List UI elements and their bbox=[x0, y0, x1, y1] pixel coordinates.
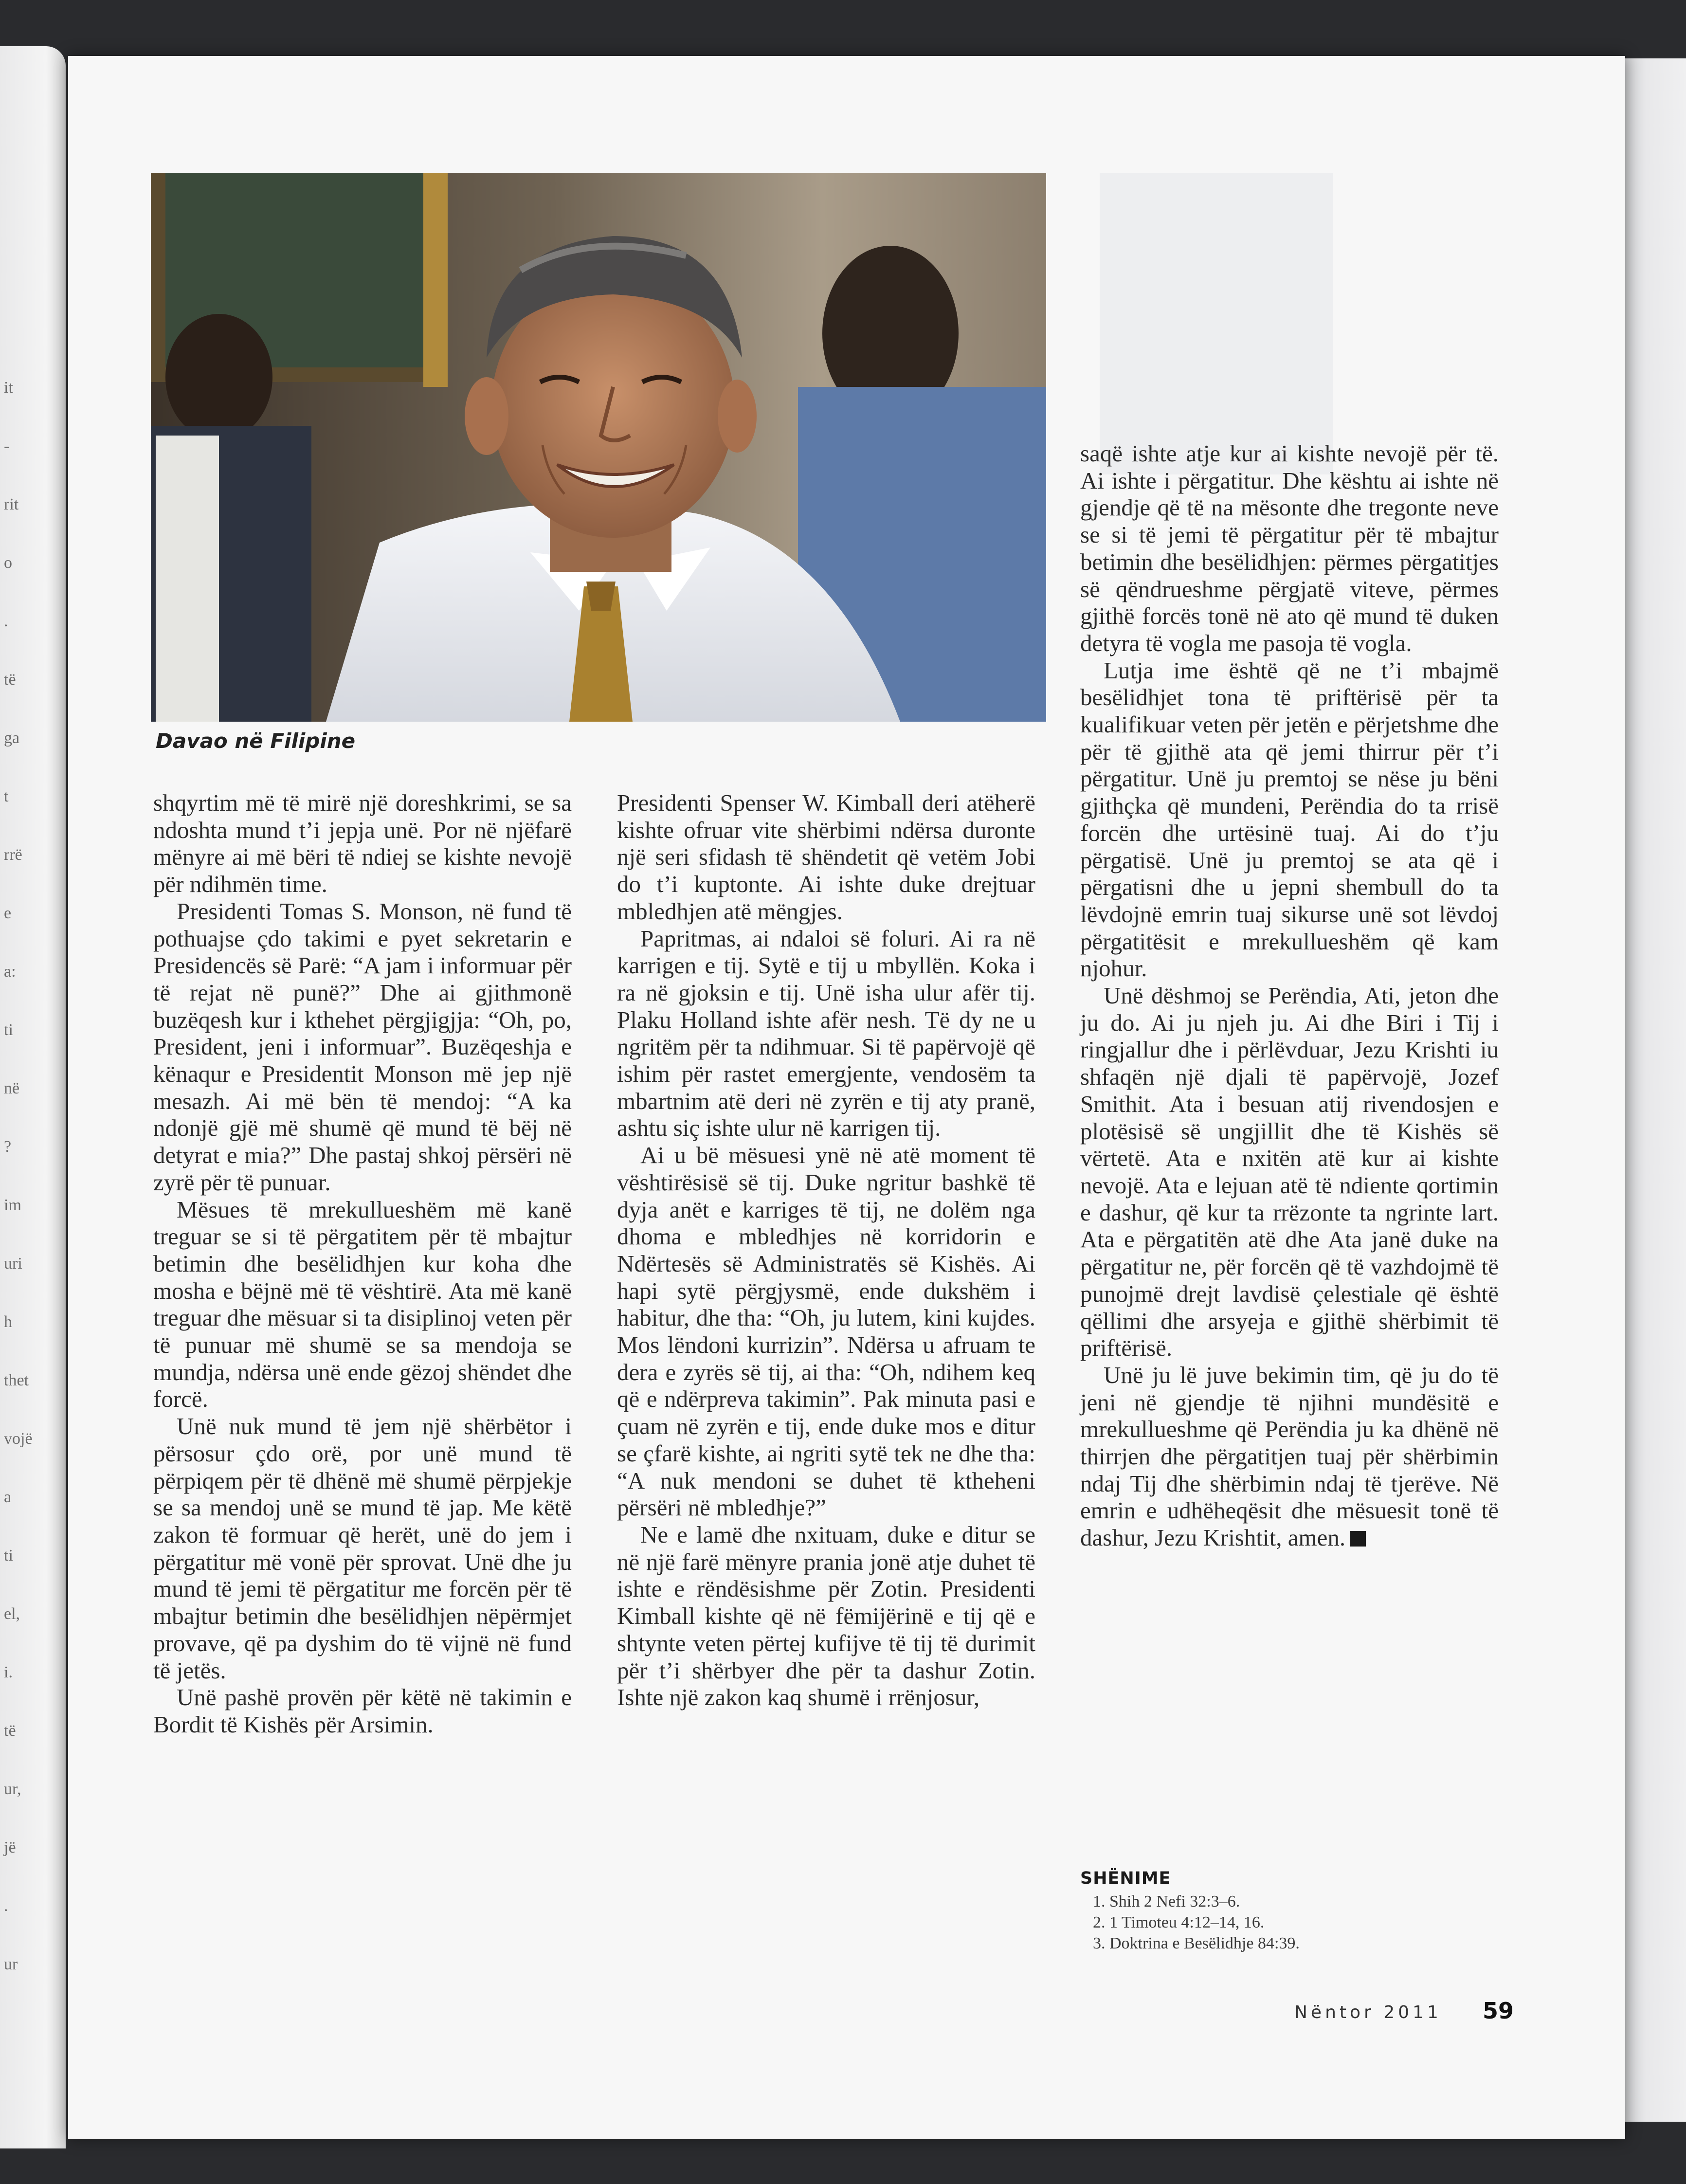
paragraph: Presidenti Tomas S. Monson, në fund të pothuajse çdo takimi e pyet sekretarin e Presidencës së Parë: “A jam i informuar për të rejat në punë?” Dhe ai gjithmonë buzëqesh kur i kthehet përgjigjja: “Oh, po, President, jeni i informuar”. Buzëqeshja e kënaqur e Presidentit Monson më jep një mesazh. Ai më bën të mendoj: “A ka ndonjë gjë më shumë që mund të bëj në detyrat e mia?” Dhe pastaj shkoj përsëri në zyrë për të punuar. bbox=[153, 897, 572, 1196]
paragraph: Unë dëshmoj se Perëndia, Ati, jeton dhe ju do. Ai ju njeh ju. Ai dhe Biri i Tij i ringjallur dhe i përlëvduar, Jezu Krishti iu shfaqën një djali të papërvojë, Jozef Smithit. Ata i besuan atij rivendosjen e plotësisë së ungjillit dhe të Kishës së vërtetë. Ata e nxitën atë kur ai kishte nevojë. Ata e lejuan atë të ndiente qortimin e dashur, që kur ta rrëzonte ta ngrinte lart. Ata e përgatitën atë dhe Ata janë duke na përgatitur ne, për forcën që të vazhdojmë të punojmë drejt lavdisë çelestiale që është qëllimi dhe arsyeja e gjithë shërbimit të priftërisë. bbox=[1080, 982, 1499, 1362]
left-page-fragment: ti bbox=[4, 1021, 13, 1039]
paragraph: Ai u bë mësuesi ynë në atë moment të vështirësisë së tij. Duke ngritur bashkë të dyja anët e karriges të tij, ne dolëm nga dhoma e mbledhjes në korridorin e Ndërtesës së Administratës së Kishës. Ai hapi sytë përgjysmë, ende dukshëm i habitur, dhe tha: “Oh, ju lutem, kini kujdes. Mos lëndoni kurrizin”. Ndërsa u afruam te dera e zyrës së tij, ai tha: “Oh, ndihem keq që e ndërpreva takimin”. Pak minuta pasi e çuam në zyrën e tij, ende duke mos e ditur se çfarë kishte, ai ngriti sytë tek ne dhe tha: “A nuk mendoni se duhet të ktheheni përsëri në mbledhje?” bbox=[617, 1142, 1035, 1521]
left-page-fragment: ga bbox=[4, 729, 20, 747]
left-page-fragment: a bbox=[4, 1488, 12, 1506]
left-page-fragment: h bbox=[4, 1313, 12, 1331]
portrait-illustration bbox=[151, 173, 1046, 722]
left-page-fragment: . bbox=[4, 1897, 8, 1915]
left-page-fragment: rrë bbox=[4, 846, 22, 864]
photo-caption: Davao në Filipine bbox=[156, 729, 356, 753]
left-page-fragment: . bbox=[4, 612, 8, 630]
left-page-fragment: - bbox=[4, 437, 10, 455]
paragraph: saqë ishte atje kur ai kishte nevojë për të. Ai ishte i përgatitur. Dhe kështu ai ishte në gjendje që të na mësonte dhe tregonte neve se si të jemi të përgatitur për të mbajtur betimin dhe besëlidhjen: përmes përgatitjes së qëndrueshme përgjatë viteve, përmes gjithë forcës tonë në ato që mund të duken detyra të vogla me pasoja të vogla. bbox=[1080, 440, 1499, 656]
left-page-fragment: të bbox=[4, 671, 16, 689]
paragraph: Unë nuk mund të jem një shërbëtor i përsosur çdo orë, por unë mund të përpiqem për të dhënë më shumë përpjekje se sa mendoj unë se mund të jap. Me këtë zakon të formuar që herët, unë do jem i përgatitur më vonë për sprovat. Unë dhe ju mund të jemi të përgatitur me forcën për të mbajtur betimin dhe besëlidhjen nëpërmjet provave, që pa dyshim do të vijnë në fund të jetës. bbox=[153, 1413, 572, 1684]
left-page-fragment: uri bbox=[4, 1255, 22, 1273]
notes-list bbox=[1080, 1891, 1499, 1954]
left-page-fragment: t bbox=[4, 787, 9, 805]
left-page-fragment: jë bbox=[4, 1838, 16, 1856]
paragraph: Mësues të mrekullueshëm më kanë treguar se si të përgatitem për të mbajtur betimin dhe besëlidhjen kur koha dhe mosha e bëjnë më të vështirë. Ata më kanë treguar dhe mësuar si ta disiplinoj veten për të punuar më shumë se sa mendoja se mundja, ndërsa unë ende gëzoj shëndet dhe forcë. bbox=[153, 1196, 572, 1413]
text-column-3 bbox=[1080, 440, 1499, 1551]
left-page-fragment: rit bbox=[4, 495, 19, 513]
left-page-fragment: im bbox=[4, 1196, 21, 1214]
paragraph: shqyrtim më të mirë një doreshkrimi, se sa ndoshta mund t’i jepja unë. Por në njëfarë mënyre ai më bëri të ndiej se kishte nevojë për ndihmën time. bbox=[153, 789, 572, 898]
text-column-1 bbox=[153, 789, 572, 1738]
paragraph: Presidenti Spenser W. Kimball deri atëherë kishte ofruar vite shërbimi ndërsa duronte një seri sfidash të shëndetit që vetëm Jobi do t’i kuptonte. Ai ishte duke drejtuar mbledhjen atë mëngjes. bbox=[617, 789, 1035, 925]
note-item: 2. 1 Timoteu 4:12–14, 16. bbox=[1093, 1913, 1265, 1931]
left-page-fragment: të bbox=[4, 1722, 16, 1740]
paragraph-closing bbox=[1080, 1362, 1499, 1551]
bleed-through-ghost bbox=[1100, 173, 1586, 474]
left-page-fragment: thet bbox=[4, 1371, 29, 1389]
magazine-page bbox=[68, 56, 1625, 2139]
end-mark-icon bbox=[1350, 1531, 1366, 1547]
footer-issue: Nëntor 2011 bbox=[1294, 2002, 1442, 2022]
text-column-2 bbox=[617, 789, 1035, 1711]
note-item: 3. Doktrina e Besëlidhje 84:39. bbox=[1093, 1934, 1300, 1952]
left-page-fragment: ti bbox=[4, 1547, 13, 1565]
left-page-fragment: ur bbox=[4, 1955, 18, 1973]
left-page-fragment: ? bbox=[4, 1138, 12, 1156]
left-page-fragment: el, bbox=[4, 1605, 20, 1623]
left-facing-page bbox=[0, 46, 66, 2148]
left-page-fragment: a: bbox=[4, 963, 16, 981]
paragraph: Unë pashë provën për këtë në takimin e Bordit të Kishës për Arsimin. bbox=[153, 1684, 572, 1738]
notes-section bbox=[1080, 1869, 1499, 1954]
left-page-fragment: e bbox=[4, 904, 12, 922]
portrait-photo bbox=[151, 173, 1046, 722]
left-page-fragment: në bbox=[4, 1079, 20, 1097]
notes-title: SHËNIME bbox=[1080, 1869, 1171, 1888]
right-facing-page-edge bbox=[1620, 58, 1686, 2122]
left-page-fragment: i. bbox=[4, 1663, 13, 1681]
left-page-fragment: ur, bbox=[4, 1780, 21, 1798]
closing-text: Unë ju lë juve bekimin tim, që ju do të jeni në gjendje të njihni mundësitë e mrekullueshme që Perëndia ju ka dhënë në thirrjen dhe përgatitjen tuaj për shërbimin ndaj Tij dhe shërbimin ndaj të tjerëve. Në emrin e udhëheqësit dhe mësuesit tonë të dashur, Jezu Krishtit, amen. bbox=[1080, 1361, 1499, 1551]
paragraph: Ne e lamë dhe nxituam, duke e ditur se në një farë mënyre prania jonë atje duhet të ishte e rëndësishme për Zotin. Presidenti Kimball kishte që në fëmijërinë e tij që e shtynte veten përtej kufijve të tij të durimit për t’i shërbyer dhe për ta dashur Zotin. Ishte një zakon kaq shumë i rrënjosur, bbox=[617, 1521, 1035, 1711]
page-number: 59 bbox=[1483, 1998, 1514, 2024]
paragraph: Papritmas, ai ndaloi së foluri. Ai ra në karrigen e tij. Sytë e tij u mbyllën. Koka i ra në gjoksin e tij. Unë isha ulur afër tij. Plaku Holland ishte afër nesh. Të dy ne u ngritëm për ta ndihmuar. Si të papërvojë që ishim për rastet emergjente, vendosëm ta mbartnim atë deri në zyrën e tij aty pranë, ashtu siç ishte ulur në karrigen tij. bbox=[617, 925, 1035, 1142]
left-page-fragment: o bbox=[4, 554, 12, 572]
paragraph: Lutja ime është që ne t’i mbajmë besëlidhjet tona të priftërisë për ta kualifikuar veten për jetën e përjetshme dhe për të gjithë ata që jemi thirrur për t’i përgatitur. Unë ju premtoj se nëse ju bëni gjithçka që mundeni, Perëndia do ta rrisë forcën dhe urtësinë tuaj. Ai do t’ju përgatisë. Unë ju premtoj se ata që i përgatisni dhe u jepni shembull do ta lëvdojnë emrin tuaj sikurse unë sot lëvdoj përgatitësit e mrekullueshëm që kam njohur. bbox=[1080, 656, 1499, 982]
left-page-fragment: vojë bbox=[4, 1430, 33, 1448]
note-item: 1. Shih 2 Nefi 32:3–6. bbox=[1093, 1893, 1240, 1911]
left-page-fragment: it bbox=[4, 379, 13, 397]
